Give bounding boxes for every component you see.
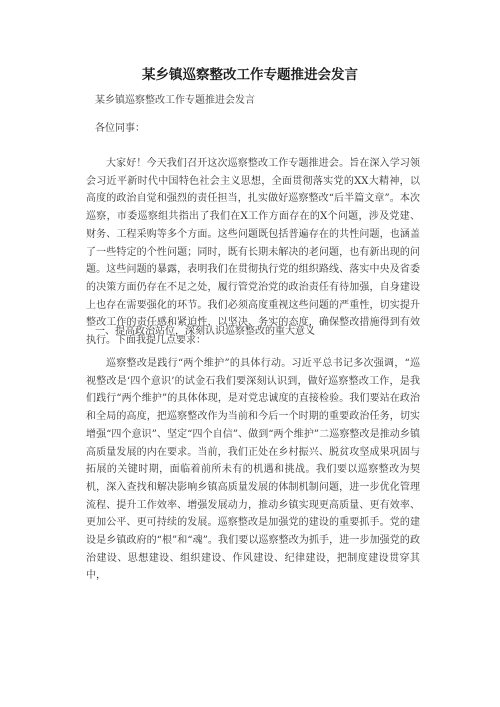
opening-paragraph: 大家好！今天我们召开这次巡察整改工作专题推进会。旨在深入学习领会习近平新时代中国特色社会主义思想，全面贯彻落实党的XX大精神，以高度的政治自觉和强烈的责任担当，扎实做好巡察整改“后半篇文章”。本次巡察，市委巡察组共指出了我们在X工作方面存在的X个问题，涉及党建、财务、工程采购等多个方面。这些问题既包括普遍存在的共性问题，也涵盖了一些特定的个性问题；同时，既有长期未解决的老问题，也有新出现的问题。这些问题的暴露，表明我们在贯彻执行党的组织路线、落实中央及省委的决策方面仍存在不足之处，履行管党治党的政治责任有待加强，自身建设上也存在需要强化的环节。我们必须高度重视这些问题的严重性，切实提升整改工作的责任感和紧迫性，以坚决、务实的态度，确保整改措施得到有效执行。下面我提几点要求： [86, 158, 420, 347]
salutation: 各位同事： [95, 123, 145, 134]
document-subtitle: 某乡镇巡察整改工作专题推进会发言 [95, 95, 255, 106]
document-title: 某乡镇巡察整改工作专题推进会发言 [142, 67, 358, 83]
section-one-paragraph: 巡察整改是践行“两个维护”的具体行动。习近平总书记多次强调，“巡视整改是‘四个意识’的试金石我们要深刻认识到，做好巡察整改工作，是我们践行“两个维护”的具体体现，是对党忠诚度的直接检验。我们要站在政治和全局的高度，把巡察整改作为当前和今后一个时期的重要政治任务，切实增强“四个意识”、坚定“四个自信”、做到“两个维护”二巡察整改是推动乡镇高质量发展的内在要求。当前，我们正处在乡村振兴、脱贫攻坚成果巩固与拓展的关键时期，面临着前所未有的机遇和挑战。我们要以巡察整改为契机，深入查找和解决影响乡镇高质量发展的体制机制问题，进一步优化管理流程、提升工作效率、增强发展动力，推动乡镇实现更高质量、更有效率、更加公平、更可持续的发展。巡察整改是加强党的建设的重要抓手。党的建设是乡镇政府的“根”和“魂”。我们要以巡察整改为抓手，进一步加强党的政治建设、思想建设、组织建设、作风建设、纪律建设，把制度建设贯穿其中， [86, 358, 420, 582]
section-heading: 一、提高政治站位，深刻认识巡察整改的重大意义 [95, 326, 315, 337]
